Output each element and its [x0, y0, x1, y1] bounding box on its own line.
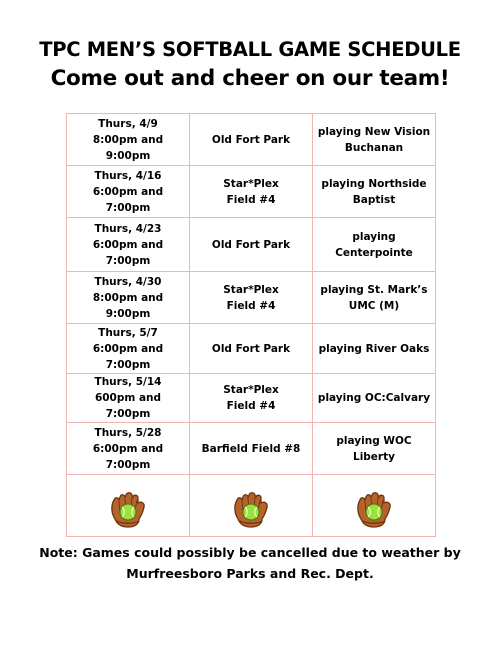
icon-cell: [67, 475, 190, 537]
date-time-cell: [67, 324, 190, 374]
opponent-cell: playing St. Mark’s UMC (M): [313, 272, 436, 324]
game-date: Thurs, 5/7: [98, 326, 158, 339]
softball-glove-icon: [108, 491, 148, 531]
icon-cell: [313, 475, 436, 537]
date-time-cell: [67, 166, 190, 218]
opponent-cell: playing OC:Calvary: [313, 374, 436, 423]
note-line-1: Note: Games could possibly be cancelled due to weather by: [39, 545, 461, 560]
table-row: [67, 114, 436, 166]
table-row: [67, 218, 436, 272]
game-time: 600pm and 7:00pm: [94, 392, 162, 420]
opponent-cell: playing Centerpointe: [313, 218, 436, 272]
table-row: [67, 166, 436, 218]
softball-glove-icon: [354, 491, 394, 531]
date-time-cell: [67, 218, 190, 272]
game-time: 8:00pm and 9:00pm: [92, 291, 164, 320]
game-time: 6:00pm and 7:00pm: [92, 185, 164, 214]
page-subtitle: Come out and cheer on our team!: [50, 66, 450, 91]
table-row: [67, 374, 436, 423]
location-cell: Barfield Field #8: [190, 423, 313, 475]
game-date: Thurs, 5/28: [94, 426, 162, 439]
date-time-cell: [67, 272, 190, 324]
opponent-cell: playing Northside Baptist: [313, 166, 436, 218]
game-time: 6:00pm and 7:00pm: [92, 442, 164, 471]
page-title: TPC MEN’S SOFTBALL GAME SCHEDULE: [39, 38, 461, 61]
softball-glove-icon: [231, 491, 271, 531]
date-time-cell: [67, 114, 190, 166]
location-cell: Star*Plex Field #4: [190, 272, 313, 324]
opponent-cell: playing New Vision Buchanan: [313, 114, 436, 166]
location-cell: Star*Plex Field #4: [190, 166, 313, 218]
game-date: Thurs, 4/16: [94, 169, 162, 182]
date-time-cell: [67, 423, 190, 475]
game-date: Thurs, 4/30: [94, 275, 162, 288]
game-time: 8:00pm and 9:00pm: [92, 133, 164, 162]
game-date: Thurs, 5/14: [94, 376, 162, 388]
opponent-cell: playing WOC Liberty: [313, 423, 436, 475]
icon-cell: [190, 475, 313, 537]
note-line-2: Murfreesboro Parks and Rec. Dept.: [126, 566, 374, 581]
location-cell: Star*Plex Field #4: [190, 374, 313, 423]
table-row: [67, 272, 436, 324]
table-row: [67, 324, 436, 374]
schedule-table: [66, 113, 436, 537]
table-row-icons: [67, 475, 436, 537]
game-time: 6:00pm and 7:00pm: [92, 342, 164, 371]
opponent-cell: playing River Oaks: [313, 324, 436, 374]
location-cell: Old Fort Park: [190, 114, 313, 166]
location-cell: Old Fort Park: [190, 218, 313, 272]
game-time: 6:00pm and 7:00pm: [92, 238, 164, 267]
game-date: Thurs, 4/9: [98, 117, 158, 130]
game-date: Thurs, 4/23: [94, 222, 162, 235]
location-cell: Old Fort Park: [190, 324, 313, 374]
date-time-cell: [67, 374, 190, 423]
table-row: [67, 423, 436, 475]
